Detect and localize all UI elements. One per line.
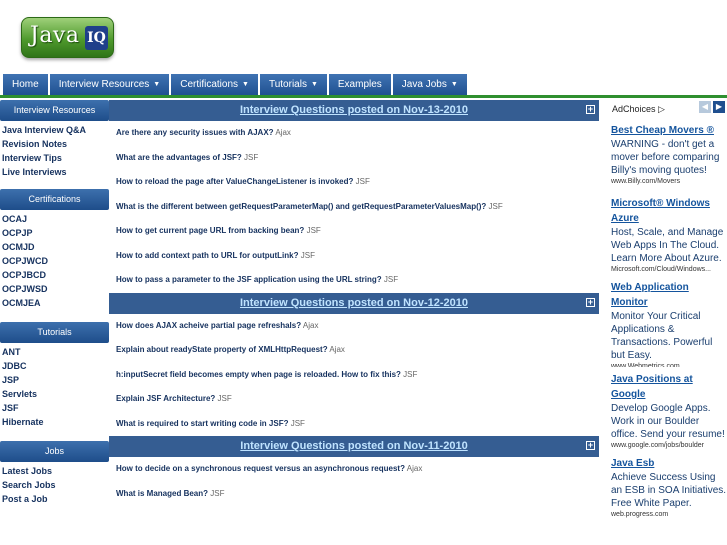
nav-tutorials[interactable] bbox=[260, 74, 327, 96]
nav-label: Java Jobs bbox=[401, 79, 447, 90]
ad-text: WARNING - don't get a mover before comparing Billy's moving quotes! bbox=[611, 139, 720, 176]
question-row bbox=[109, 457, 599, 482]
nav-label: Interview Resources bbox=[58, 79, 150, 90]
question-row bbox=[109, 363, 599, 388]
sidebar-link[interactable]: Interview Tips bbox=[2, 153, 62, 163]
sidebar-link[interactable]: JSP bbox=[2, 375, 20, 385]
question-link[interactable]: What is Managed Bean? bbox=[116, 488, 209, 498]
nav-label: Tutorials bbox=[268, 79, 307, 90]
question-row bbox=[109, 195, 599, 220]
sidebar-heading-certifications: Certifications bbox=[0, 189, 109, 210]
question-row bbox=[109, 314, 599, 339]
sidebar-link[interactable]: OCPJBCD bbox=[2, 270, 47, 280]
logo-java-text: Java bbox=[30, 23, 80, 48]
expand-plus-icon[interactable]: + bbox=[587, 296, 594, 307]
sidebar-link[interactable]: OCPJWCD bbox=[2, 256, 49, 266]
ad-item bbox=[604, 123, 727, 187]
question-link[interactable]: What is required to start writing code in JSF? bbox=[116, 418, 289, 428]
sidebar-link[interactable]: Search Jobs bbox=[2, 480, 56, 490]
sidebar-link[interactable]: JDBC bbox=[2, 361, 27, 371]
sidebar-link[interactable]: OCMJD bbox=[2, 242, 35, 252]
sidebar-link[interactable]: Revision Notes bbox=[2, 139, 68, 149]
question-link[interactable]: Explain JSF Architecture? bbox=[116, 394, 216, 403]
ad-header bbox=[604, 99, 727, 114]
chevron-left-icon[interactable]: ◀ bbox=[699, 101, 711, 113]
left-sidebar bbox=[0, 100, 109, 506]
sidebar-list bbox=[0, 121, 109, 189]
expand-plus-icon[interactable]: + bbox=[587, 104, 594, 114]
question-row bbox=[109, 482, 599, 507]
ad-url[interactable]: Microsoft.com/Cloud/Windows... bbox=[611, 266, 711, 273]
ad-url[interactable]: www.Billy.com/Movers bbox=[611, 178, 681, 185]
sidebar-link[interactable]: Hibernate bbox=[2, 417, 44, 427]
main-content bbox=[109, 100, 599, 506]
sidebar-heading-interview-resources: Interview Resources bbox=[0, 100, 109, 121]
nav-divider bbox=[0, 95, 727, 98]
ad-title-link[interactable]: Best Cheap Movers ® bbox=[611, 125, 714, 136]
question-tag: JSF bbox=[383, 275, 399, 284]
question-tag: Ajax bbox=[275, 128, 291, 137]
question-tag: JSF bbox=[290, 418, 305, 428]
question-row bbox=[109, 268, 599, 293]
question-link[interactable]: How to reload the page after ValueChangeListener is invoked? bbox=[116, 177, 354, 186]
ad-title-link[interactable]: Microsoft® Windows Azure bbox=[611, 198, 710, 224]
section-header bbox=[109, 293, 599, 314]
question-link[interactable]: How to get current page URL from backing bean? bbox=[116, 226, 305, 235]
caret-down-icon: ▼ bbox=[450, 81, 458, 88]
question-tag: Ajax bbox=[406, 464, 423, 473]
nav-certifications[interactable] bbox=[171, 74, 258, 96]
question-row bbox=[109, 146, 599, 171]
ad-title-link[interactable]: Java Esb bbox=[611, 458, 655, 469]
nav-interview-resources[interactable] bbox=[50, 74, 170, 96]
question-link[interactable]: What are the advantages of JSF? bbox=[116, 152, 242, 162]
question-row bbox=[109, 170, 599, 195]
adchoices-link[interactable]: AdChoices ▷ bbox=[612, 104, 665, 114]
sidebar-link[interactable]: Java Interview Q&A bbox=[2, 125, 87, 135]
sidebar-link[interactable]: Post a Job bbox=[2, 494, 48, 504]
sidebar-link[interactable]: Servlets bbox=[2, 389, 38, 399]
main-nav bbox=[3, 74, 469, 96]
ad-url[interactable]: web.progress.com bbox=[611, 511, 669, 518]
chevron-right-icon[interactable]: ▶ bbox=[713, 101, 725, 113]
nav-examples[interactable] bbox=[329, 74, 391, 96]
ad-url[interactable]: www.google.com/jobs/boulder bbox=[611, 442, 704, 449]
question-row bbox=[109, 338, 599, 363]
question-link[interactable]: Explain about readyState property of XMLHttpRequest? bbox=[116, 345, 328, 354]
ad-column bbox=[604, 99, 727, 520]
ad-text: Develop Google Apps. Work in our Boulder office. Send your resume! bbox=[611, 403, 725, 440]
sidebar-link[interactable]: Latest Jobs bbox=[2, 466, 53, 476]
question-tag: JSF bbox=[244, 152, 259, 162]
section-title-link[interactable]: Interview Questions posted on Nov-11-2010 bbox=[240, 440, 468, 452]
nav-label: Certifications bbox=[180, 79, 239, 90]
sidebar-list bbox=[0, 343, 109, 441]
question-tag: JSF bbox=[306, 226, 321, 235]
question-link[interactable]: Are there any security issues with AJAX? bbox=[116, 128, 274, 137]
sidebar-heading-tutorials: Tutorials bbox=[0, 322, 109, 343]
sidebar-link[interactable]: ANT bbox=[2, 347, 21, 357]
question-link[interactable]: How does AJAX acheive partial page refreshals? bbox=[116, 320, 302, 330]
question-row bbox=[109, 219, 599, 244]
caret-down-icon: ▼ bbox=[242, 81, 249, 88]
question-row bbox=[109, 412, 599, 437]
ad-item bbox=[604, 280, 727, 367]
question-row bbox=[109, 387, 599, 412]
question-row bbox=[109, 121, 599, 146]
question-tag: JSF bbox=[355, 177, 370, 186]
question-link[interactable]: How to pass a parameter to the JSF application using the URL string? bbox=[116, 275, 382, 284]
ad-text: Achieve Success Using an ESB in SOA Initiatives. Free White Paper. bbox=[611, 472, 727, 509]
section-header bbox=[109, 436, 599, 457]
nav-label: Examples bbox=[337, 79, 382, 90]
nav-home[interactable] bbox=[3, 74, 48, 96]
question-tag: JSF bbox=[210, 488, 225, 498]
question-link[interactable]: How to add context path to URL for outputLink? bbox=[116, 250, 299, 260]
sidebar-list bbox=[0, 462, 109, 506]
ad-title-link[interactable]: Java Positions at Google bbox=[611, 374, 693, 400]
ad-item bbox=[604, 372, 727, 451]
question-link[interactable]: How to decide on a synchronous request versus an asynchronous request? bbox=[116, 464, 405, 473]
sidebar-link[interactable]: OCPJWSD bbox=[2, 284, 48, 294]
ad-item bbox=[604, 456, 727, 520]
caret-down-icon: ▼ bbox=[153, 81, 161, 88]
question-tag: Ajax bbox=[329, 345, 345, 354]
question-row bbox=[109, 244, 599, 269]
nav-java-jobs[interactable] bbox=[393, 74, 467, 96]
caret-down-icon: ▼ bbox=[310, 81, 318, 88]
ad-url[interactable]: www.Webmetrics.com bbox=[611, 363, 680, 367]
sidebar-link[interactable]: OCPJP bbox=[2, 228, 33, 238]
ad-title-link[interactable]: Web Application Monitor bbox=[611, 282, 689, 308]
section-title-link[interactable]: Interview Questions posted on Nov-12-2010 bbox=[239, 296, 468, 309]
ad-item bbox=[604, 196, 727, 275]
sidebar-heading-jobs: Jobs bbox=[0, 441, 109, 462]
question-link[interactable]: h:inputSecret field becomes empty when page is reloaded. How to fix this? bbox=[116, 369, 401, 379]
question-tag: JSF bbox=[217, 394, 232, 403]
question-tag: Ajax bbox=[302, 320, 319, 330]
sidebar-link[interactable]: OCMJEA bbox=[2, 298, 41, 308]
question-tag: JSF bbox=[403, 369, 418, 379]
question-tag: JSF bbox=[488, 201, 503, 211]
section-title-link[interactable]: Interview Questions posted on Nov-13-2010 bbox=[239, 104, 468, 116]
ad-text: Host, Scale, and Manage Web Apps In The Cloud. Learn More About Azure. bbox=[611, 227, 724, 264]
logo-iq-badge: IQ bbox=[85, 26, 108, 50]
section-header bbox=[109, 100, 599, 121]
question-link[interactable]: What is the different between getRequestParameterMap() and getRequestParameterValuesMap()? bbox=[116, 201, 487, 211]
sidebar-list bbox=[0, 210, 109, 322]
question-tag: JSF bbox=[300, 250, 315, 260]
sidebar-link[interactable]: Live Interviews bbox=[2, 167, 67, 177]
sidebar-link[interactable]: JSF bbox=[2, 403, 19, 413]
java-iq-logo[interactable] bbox=[21, 17, 114, 58]
sidebar-link[interactable]: OCAJ bbox=[2, 214, 28, 224]
nav-label: Home bbox=[12, 79, 39, 90]
ad-text: Monitor Your Critical Applications & Transactions. Powerful but Easy. bbox=[611, 311, 713, 361]
expand-plus-icon[interactable]: + bbox=[587, 440, 594, 450]
